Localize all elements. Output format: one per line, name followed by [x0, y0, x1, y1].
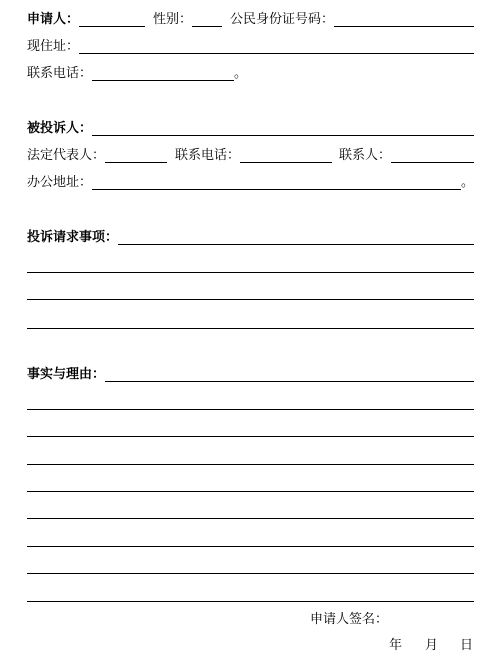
respondent-label: 被投诉人： — [27, 121, 93, 136]
request-line[interactable] — [27, 328, 474, 329]
respondent-phone-field[interactable] — [240, 161, 332, 163]
gender-field[interactable] — [192, 25, 222, 27]
legal-rep-row — [27, 146, 474, 166]
reasons-line[interactable] — [27, 573, 474, 574]
reasons-line[interactable] — [27, 601, 474, 602]
office-address-label: 办公地址： — [27, 175, 93, 190]
legal-rep-field[interactable] — [105, 161, 167, 163]
date-year: 年 — [389, 638, 403, 653]
legal-rep-label: 法定代表人： — [27, 148, 106, 163]
reasons-field[interactable] — [105, 380, 474, 382]
gender-label: 性别： — [153, 12, 193, 27]
request-row — [27, 228, 474, 248]
office-address-row — [27, 173, 474, 193]
reasons-line[interactable] — [27, 436, 474, 437]
reasons-line[interactable] — [27, 409, 474, 410]
applicant-row — [27, 10, 474, 30]
reasons-line[interactable] — [27, 546, 474, 547]
applicant-phone-label: 联系电话： — [27, 66, 93, 81]
office-period: 。 — [460, 175, 474, 190]
id-number-label: 公民身份证号码： — [230, 12, 335, 27]
contact-label: 联系人： — [339, 148, 392, 163]
office-address-field[interactable] — [92, 188, 461, 190]
address-label: 现住址： — [27, 39, 80, 54]
applicant-name-field[interactable] — [79, 25, 145, 27]
request-field[interactable] — [118, 243, 474, 245]
address-field[interactable] — [79, 52, 474, 54]
respondent-row — [27, 119, 474, 139]
respondent-phone-label: 联系电话： — [175, 148, 241, 163]
request-line[interactable] — [27, 272, 474, 273]
date-month: 月 — [425, 638, 439, 653]
address-row — [27, 37, 474, 57]
applicant-phone-row — [27, 64, 474, 84]
date-day: 日 — [460, 638, 474, 653]
id-number-field[interactable] — [334, 25, 474, 27]
reasons-label: 事实与理由： — [27, 367, 106, 382]
reasons-line[interactable] — [27, 518, 474, 519]
request-line[interactable] — [27, 299, 474, 300]
applicant-name-label: 申请人： — [27, 12, 80, 27]
applicant-period: 。 — [234, 66, 248, 81]
respondent-field[interactable] — [92, 134, 474, 136]
signature-label: 申请人签名： — [310, 612, 389, 627]
reasons-line[interactable] — [27, 464, 474, 465]
request-label: 投诉请求事项： — [27, 230, 119, 245]
reasons-line[interactable] — [27, 491, 474, 492]
applicant-phone-field[interactable] — [92, 79, 234, 81]
reasons-row — [27, 365, 474, 385]
contact-field[interactable] — [391, 161, 474, 163]
